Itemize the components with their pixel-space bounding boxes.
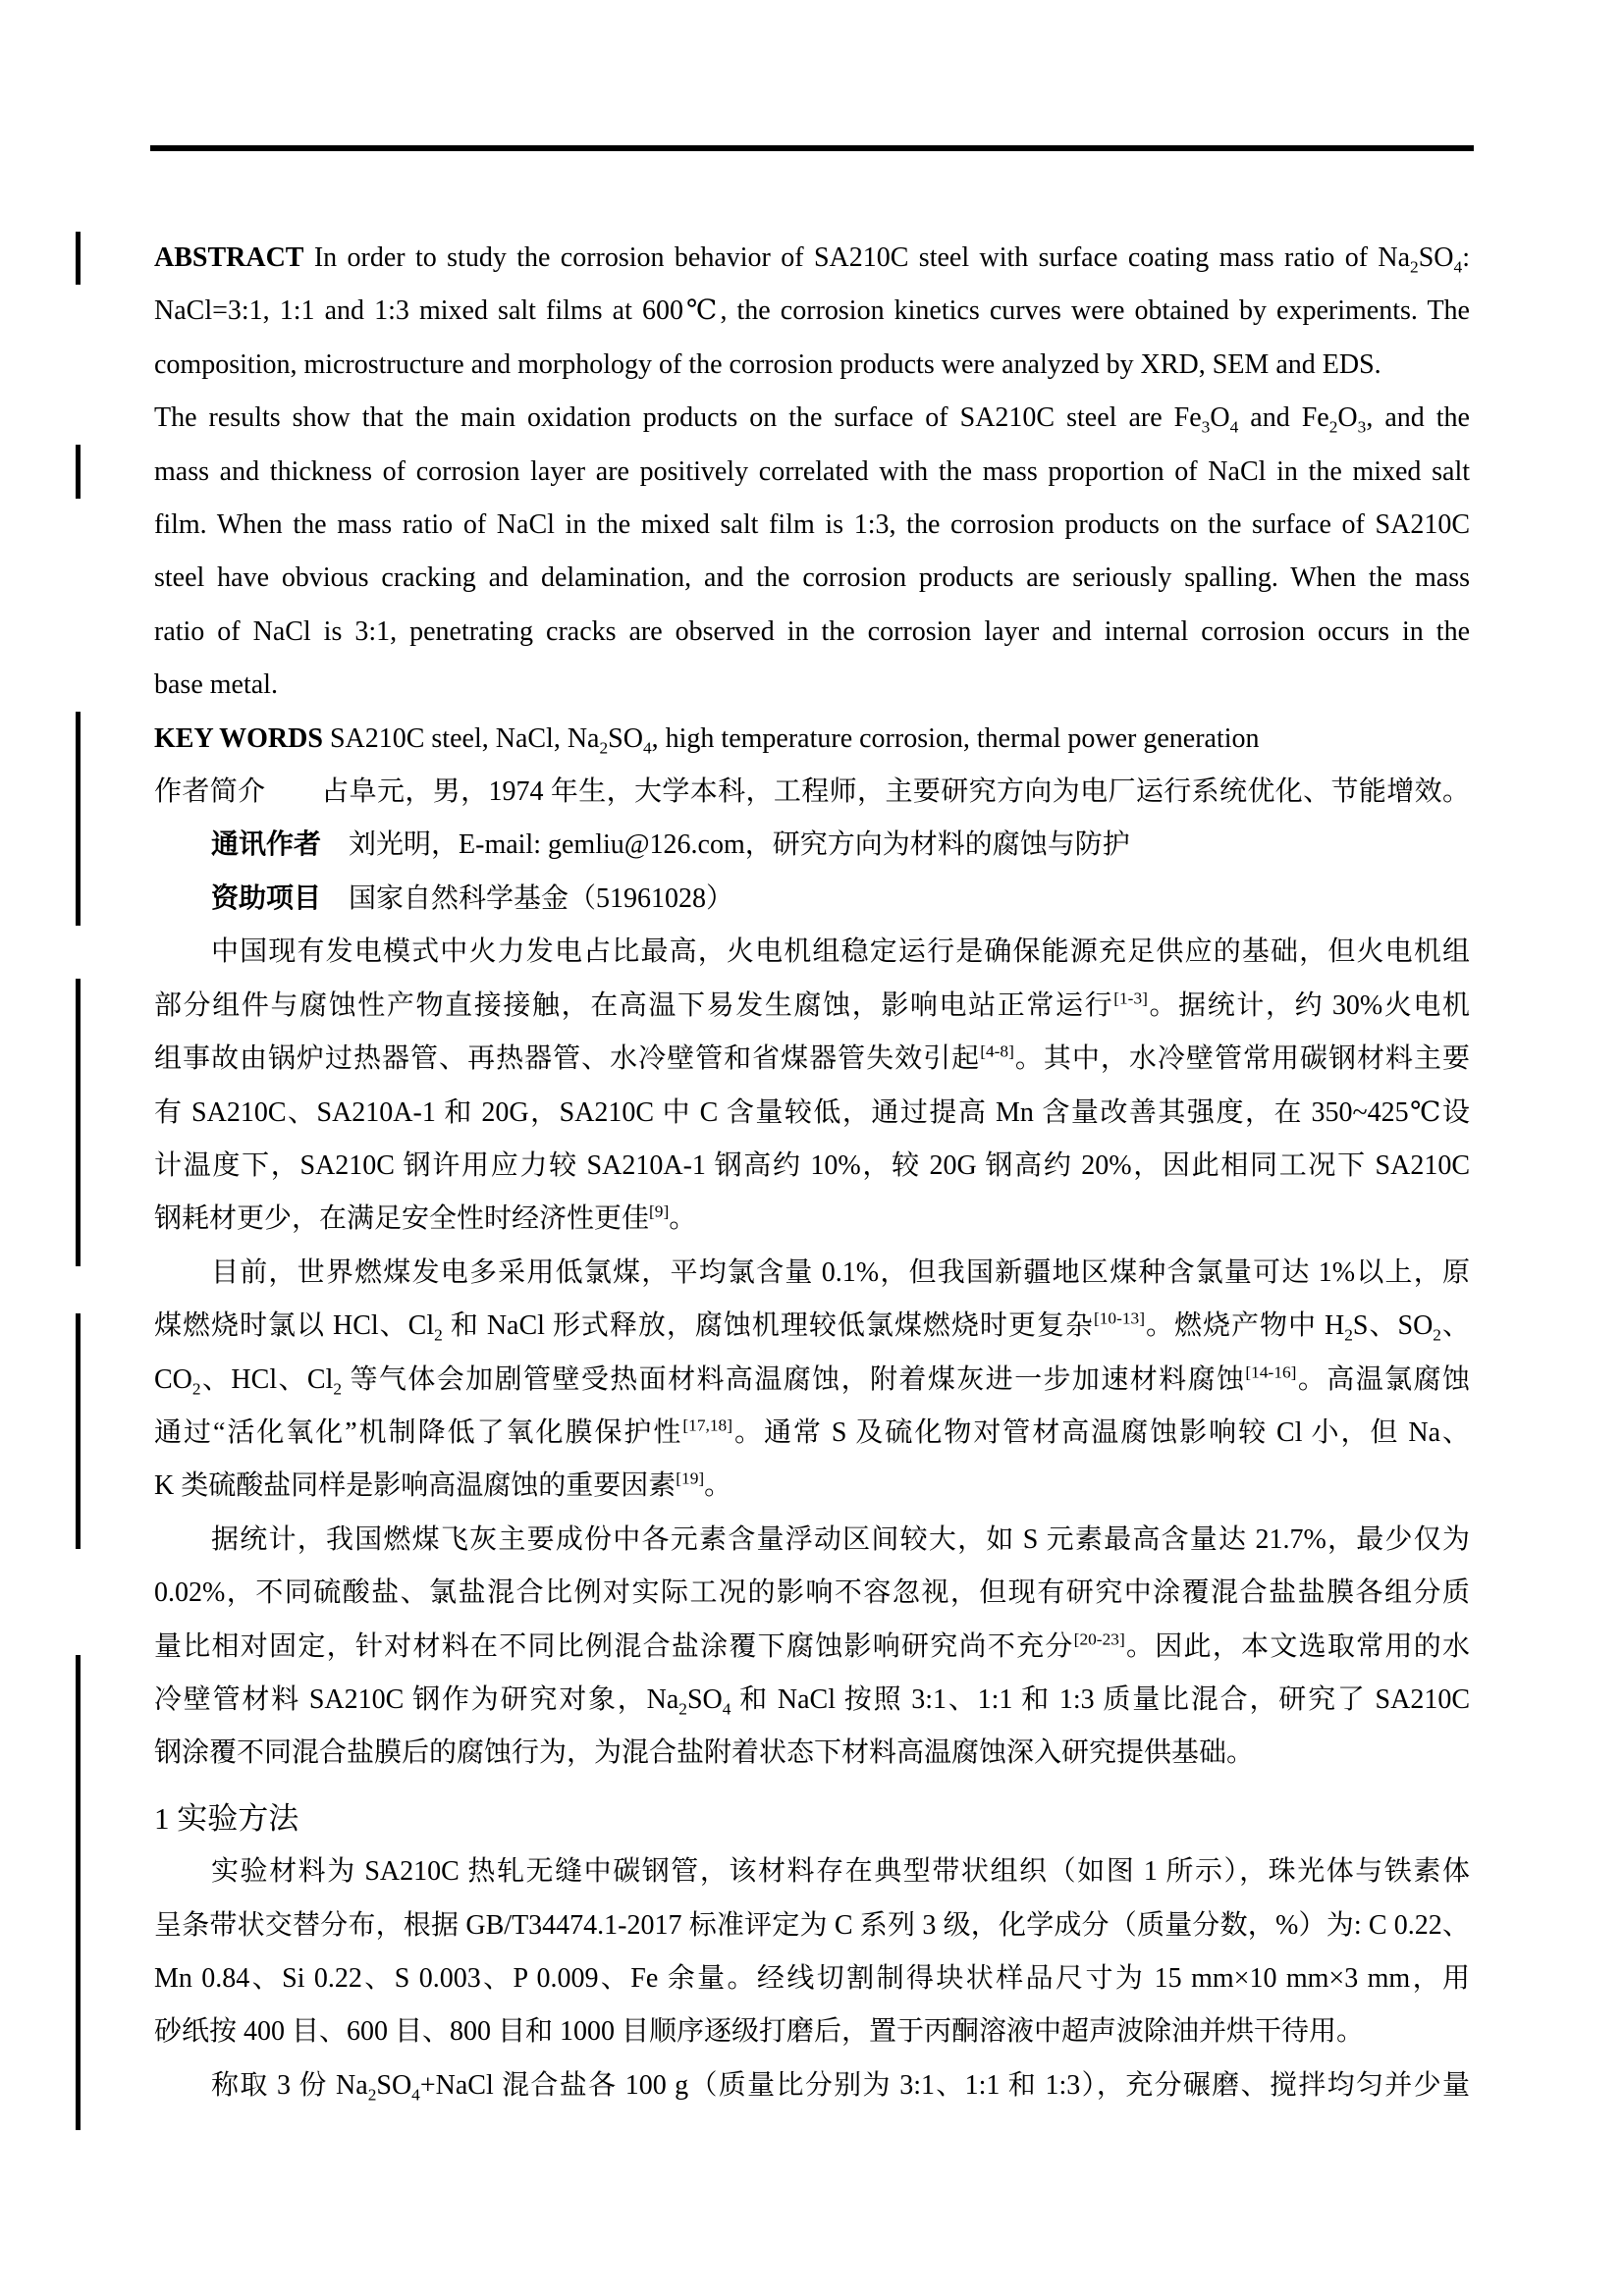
text-line: 冷壁管材料 SA210C 钢作为研究对象，$Na_2SO_4$ 和 NaCl 按照 3:1、1:1 和 1:3 质量比混合，研究了 SA210C bbox=[154, 1683, 1470, 1719]
text-line: 量比相对固定，针对材料在不同比例混合盐涂覆下腐蚀影响研究尚不充分[20-23]。因此，本文选取常用的水 bbox=[154, 1629, 1470, 1662]
text-line: 目前，世界燃煤发电多采用低氯煤，平均氯含量 0.1%，但我国新疆地区煤种含氯量可达 1%以上，原 bbox=[211, 1256, 1470, 1288]
text-line: base metal. bbox=[154, 669, 278, 701]
text-line: 钢涂覆不同混合盐膜后的腐蚀行为，为混合盐附着状态下材料高温腐蚀深入研究提供基础。 bbox=[154, 1737, 1255, 1769]
text-line: 呈条带状交替分布，根据 GB/T34474.1-2017 标准评定为 C 系列 3 级，化学成分（质量分数，%）为: C 0.22、 bbox=[154, 1909, 1470, 1941]
text-line: KEY WORDS SA210C steel, NaCl, $Na_2SO_4$, high temperature corrosion, thermal power generation bbox=[154, 722, 1260, 758]
text-line: 有 SA210C、SA210A-1 和 20G，SA210C 中 C 含量较低，通过提高 Mn 含量改善其强度，在 350~425℃设 bbox=[154, 1096, 1470, 1128]
text-line: 煤燃烧时氯以 HCl、$Cl_2$ 和 NaCl 形式释放，腐蚀机理较低氯煤燃烧时更复杂[10-13]。燃烧产物中 $H_2S$、$SO_2$、 bbox=[154, 1308, 1470, 1345]
text-line: composition, microstructure and morphology of the corrosion products were analyzed by XRD, SEM and EDS. bbox=[154, 348, 1381, 380]
text-line: 作者简介 占阜元，男，1974 年生，大学本科，工程师，主要研究方向为电厂运行系统优化、节能增效。 bbox=[154, 776, 1470, 808]
header-rule bbox=[150, 145, 1474, 151]
text-line: 0.02%，不同硫酸盐、氯盐混合比例对实际工况的影响不容忽视，但现有研究中涂覆混合盐盐膜各组分质 bbox=[154, 1577, 1470, 1609]
text-line: 计温度下，SA210C 钢许用应力较 SA210A-1 钢高约 10%，较 20G 钢高约 20%，因此相同工况下 SA210C bbox=[154, 1149, 1470, 1181]
text-line: ratio of NaCl is 3:1, penetrating cracks are observed in the corrosion layer and internal corrosion occurs in the bbox=[154, 615, 1470, 647]
text-line: Mn 0.84、Si 0.22、S 0.003、P 0.009、Fe 余量。经线切割制得块状样品尺寸为 15 mm×10 mm×3 mm，用 bbox=[154, 1963, 1470, 1994]
text-line: ABSTRACT In order to study the corrosion behavior of SA210C steel with surface coating mass ratio of $Na_2SO_4$: bbox=[154, 242, 1470, 277]
section-heading: 1 实验方法 bbox=[154, 1800, 299, 1836]
text-line: 钢耗材更少，在满足安全性时经济性更佳[9]。 bbox=[154, 1201, 697, 1235]
text-line: The results show that the main oxidation products on the surface of SA210C steel are $Fe_3O_4$ and $Fe_2O_3$, and the bbox=[154, 402, 1470, 437]
text-line: 通讯作者 刘光明，E-mail: gemliu@126.com，研究方向为材料的腐蚀与防护 bbox=[211, 829, 1130, 861]
text-line: NaCl=3:1, 1:1 and 1:3 mixed salt films at 600℃, the corrosion kinetics curves were obtained by experiments. The bbox=[154, 295, 1470, 327]
change-bar bbox=[76, 232, 81, 285]
text-line: mass and thickness of corrosion layer are positively correlated with the mass proportion of NaCl in the mixed salt bbox=[154, 455, 1470, 487]
page-text bbox=[154, 232, 1470, 2112]
text-line: K 类硫酸盐同样是影响高温腐蚀的重要因素[19]。 bbox=[154, 1469, 732, 1502]
text-line: 中国现有发电模式中火力发电占比最高，火电机组稳定运行是确保能源充足供应的基础，但火电机组 bbox=[211, 936, 1470, 968]
text-line: 部分组件与腐蚀性产物直接接触，在高温下易发生腐蚀，影响电站正常运行[1-3]。据统计，约 30%火电机 bbox=[154, 988, 1470, 1021]
text-line: 通过“活化氧化”机制降低了氧化膜保护性[17,18]。通常 S 及硫化物对管材高温腐蚀影响较 Cl 小，但 Na、 bbox=[154, 1415, 1470, 1448]
text-line: $CO_2$、HCl、$Cl_2$ 等气体会加剧管壁受热面材料高温腐蚀，附着煤灰进一步加速材料腐蚀[14-16]。高温氯腐蚀 bbox=[154, 1362, 1470, 1399]
change-bar bbox=[76, 1313, 81, 1549]
text-line: 实验材料为 SA210C 热轧无缝中碳钢管，该材料存在典型带状组织（如图 1 所示），珠光体与铁素体 bbox=[211, 1856, 1470, 1888]
change-bar bbox=[76, 979, 81, 1266]
change-bar bbox=[76, 712, 81, 926]
text-line: 称取 3 份 $Na_2SO_4+NaCl$ 混合盐各 100 g（质量比分别为 3:1、1:1 和 1:3），充分碾磨、搅拌均匀并少量 bbox=[211, 2069, 1470, 2105]
change-bar bbox=[76, 445, 81, 499]
text-line: 砂纸按 400 目、600 目、800 目和 1000 目顺序逐级打磨后，置于丙酮溶液中超声波除油并烘干待用。 bbox=[154, 2016, 1365, 2048]
text-line: 据统计，我国燃煤飞灰主要成份中各元素含量浮动区间较大，如 S 元素最高含量达 21.7%，最少仅为 bbox=[211, 1523, 1470, 1555]
text-line: 资助项目 国家自然科学基金（51961028） bbox=[211, 882, 734, 914]
change-bar bbox=[76, 1655, 81, 2130]
text-line: 组事故由锅炉过热器管、再热器管、水冷壁管和省煤器管失效引起[4-8]。其中，水冷壁管常用碳钢材料主要 bbox=[154, 1041, 1470, 1075]
text-line: film. When the mass ratio of NaCl in the mixed salt film is 1:3, the corrosion products on the surface of SA210C bbox=[154, 509, 1470, 541]
text-line: steel have obvious cracking and delamination, and the corrosion products are seriously spalling. When the mass bbox=[154, 562, 1470, 594]
